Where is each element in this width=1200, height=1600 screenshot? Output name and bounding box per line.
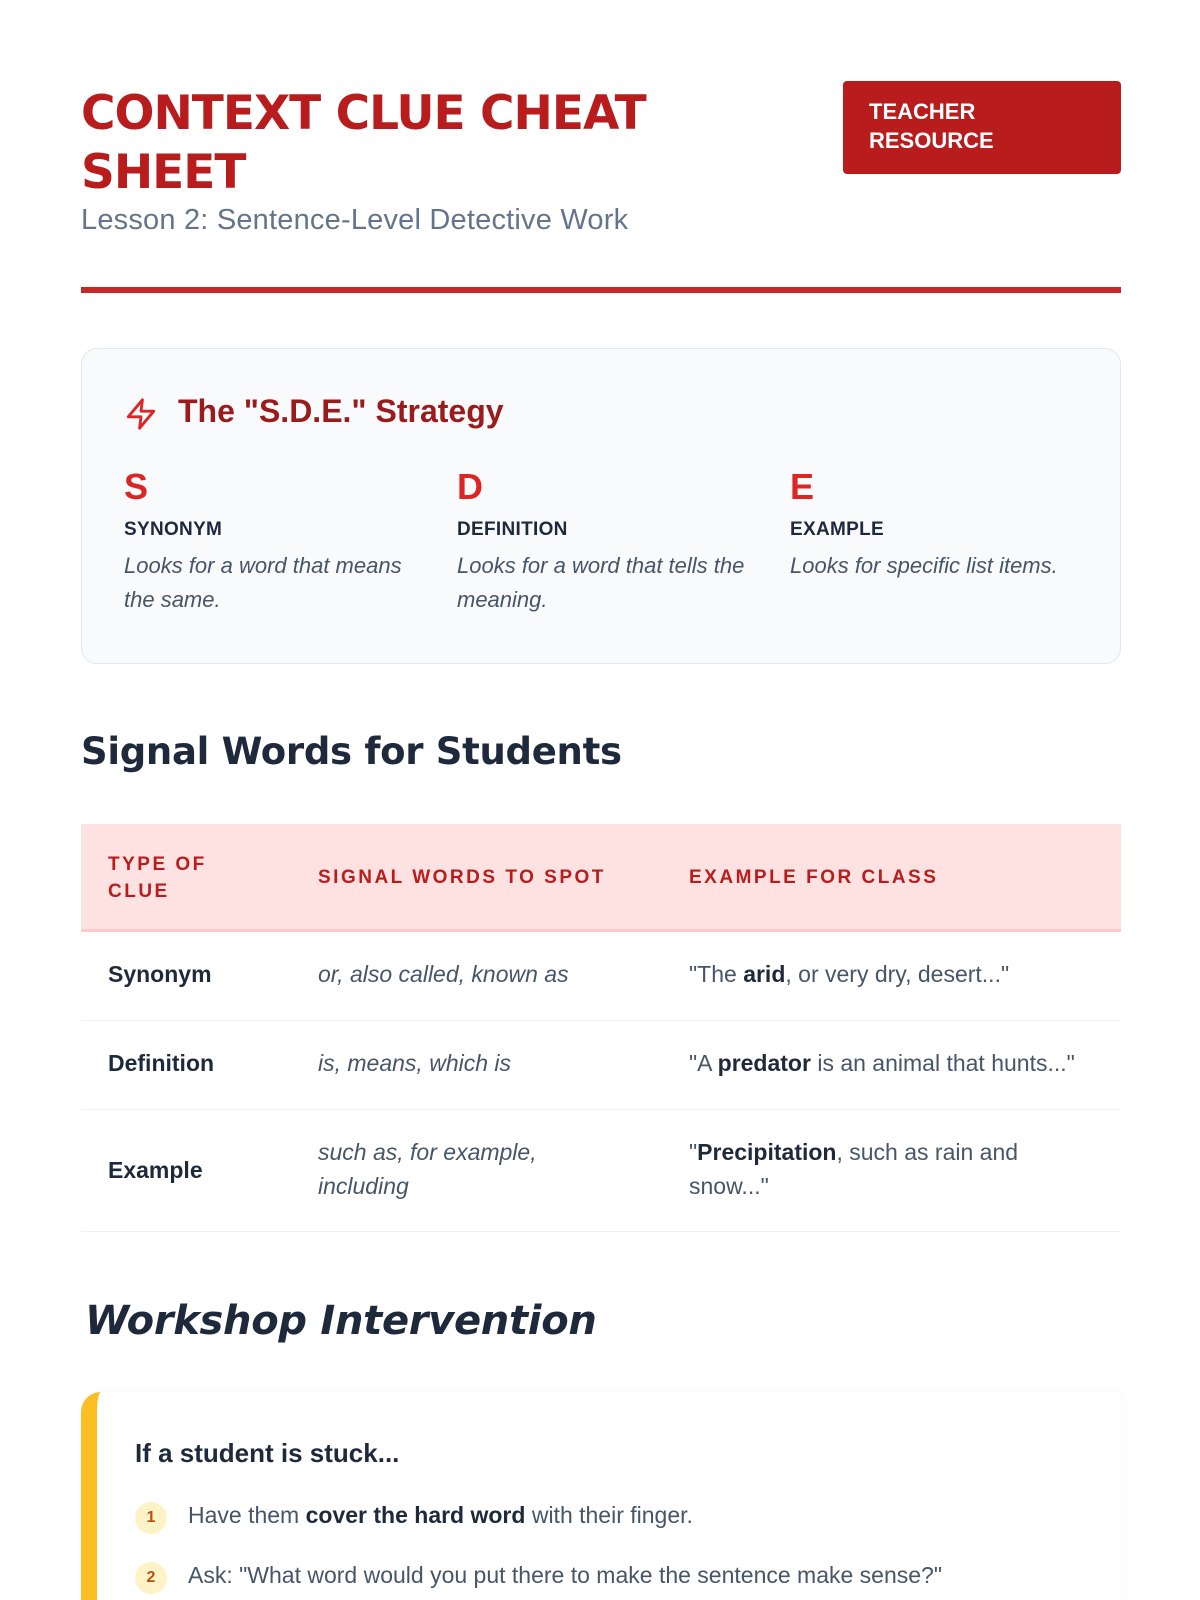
step-text-part: Have them (188, 1502, 306, 1528)
workshop-title: Workshop Intervention (85, 1298, 597, 1344)
column-header-example: EXAMPLE FOR CLASS (689, 867, 939, 888)
class-example (689, 957, 1109, 991)
strategy-name: EXAMPLE (790, 519, 884, 540)
example-target-word: Precipitation (697, 1139, 837, 1165)
teacher-resource-badge (843, 81, 1121, 174)
example-target-word: arid (743, 961, 786, 987)
clue-type: Definition (108, 1050, 215, 1076)
example-text: , such as rain and snow..." (689, 1139, 1019, 1199)
table-row (81, 932, 1121, 1021)
strategy-letter: S (124, 466, 149, 507)
strategy-letter: D (457, 466, 483, 507)
strategy-description: Looks for a word that means the same. (124, 553, 402, 612)
intervention-card (81, 1392, 1121, 1600)
step-text-part: Ask: "What word would you put there to make the sentence make sense?" (188, 1562, 943, 1588)
badge-line-1: TEACHER (869, 99, 976, 124)
signal-words-title: Signal Words for Students (81, 730, 622, 773)
step-text (188, 1558, 942, 1592)
header-divider (81, 287, 1121, 293)
example-text: "A (689, 1050, 718, 1076)
strategy-item-synonym (124, 467, 424, 617)
intervention-step (135, 1498, 1095, 1532)
step-text-emphasis: cover the hard word (305, 1502, 526, 1528)
table-header (81, 824, 1121, 932)
signal-words-table (81, 824, 1121, 1232)
strategy-card (81, 348, 1121, 664)
step-text-part: with their finger. (525, 1502, 693, 1528)
class-example (689, 1135, 1029, 1203)
strategy-letter: E (790, 466, 815, 507)
strategy-item-definition (457, 467, 757, 617)
step-number-badge: 1 (135, 1502, 167, 1534)
example-text: " (689, 1139, 698, 1165)
step-text (188, 1498, 693, 1532)
strategy-description: Looks for specific list items. (790, 553, 1058, 578)
strategy-title: The "S.D.E." Strategy (178, 393, 504, 429)
page-title: CONTEXT CLUE CHEAT SHEET (81, 86, 646, 200)
class-example (689, 1046, 1109, 1080)
example-text: , or very dry, desert..." (785, 961, 1010, 987)
page-subtitle: Lesson 2: Sentence-Level Detective Work (81, 204, 629, 236)
strategy-description: Looks for a word that tells the meaning. (457, 553, 745, 612)
column-header-signals: SIGNAL WORDS TO SPOT (318, 867, 606, 888)
signal-words: such as, for example, including (318, 1139, 537, 1199)
badge-line-2: RESOURCE (869, 128, 994, 153)
example-text: "The (689, 961, 744, 987)
cheat-sheet-page (81, 0, 1121, 1600)
strategy-item-example (790, 467, 1090, 583)
lightning-bolt-icon (124, 395, 158, 433)
strategy-name: SYNONYM (124, 519, 223, 540)
intervention-step (135, 1558, 1095, 1592)
table-row (81, 1021, 1121, 1110)
clue-type: Example (108, 1157, 203, 1183)
column-header-type: TYPE OF CLUE (108, 854, 207, 902)
example-target-word: predator (717, 1050, 811, 1076)
table-row (81, 1110, 1121, 1232)
step-number-badge: 2 (135, 1562, 167, 1594)
header (81, 84, 1121, 294)
clue-type: Synonym (108, 961, 212, 987)
signal-words: or, also called, known as (318, 961, 569, 987)
example-text: is an animal that hunts..." (810, 1050, 1075, 1076)
strategy-name: DEFINITION (457, 519, 568, 540)
signal-words: is, means, which is (318, 1050, 512, 1076)
intervention-card-title: If a student is stuck... (135, 1438, 400, 1468)
